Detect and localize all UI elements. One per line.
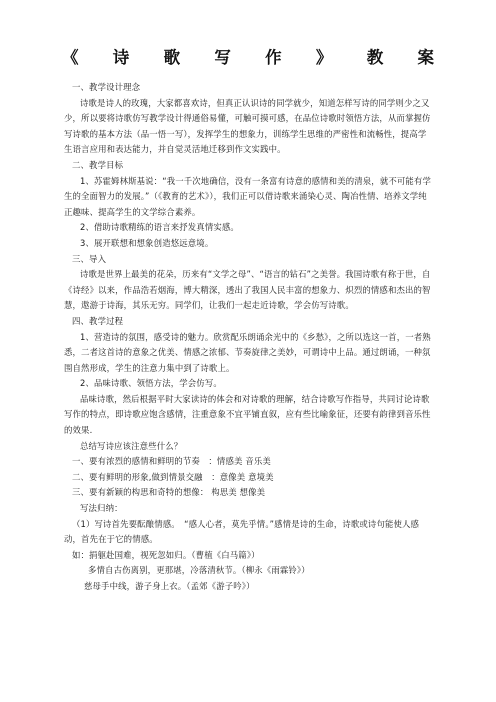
paragraph: 总结写诗应该注意些什么？ — [80, 440, 183, 451]
paragraph: 品味诗歌，然后根据平时大家读诗的体会和对诗歌的理解，结合诗歌写作指导，共同讨论诗歌写作的特点，即诗歌应饱含感情，注重意象不宜平铺直叙，应有些比喻象征，还要有韵律到音乐性的效果. — [64, 393, 431, 436]
title-char: 作 — [265, 48, 282, 67]
paragraph: 2、品味诗歌、领悟方法，学会仿写。 — [80, 378, 222, 389]
list-item: 二、要有鲜明的形象,做到情景交融 ：意像美 意境美 — [72, 471, 274, 482]
document-body — [64, 80, 434, 595]
title-char: 《 — [62, 48, 79, 67]
paragraph: 1、苏霍姆林斯基说：“我一千次地确信，没有一条富有诗意的感情和美的清泉，就不可能有学生的全面智力的发展。”（《教育的艺术》），我们正可以借诗歌来涌染心灵、陶冶性情、培养文学纯正趣味、提高学生的文学综合素养。 — [64, 175, 431, 217]
poem-example: 多情自古伤离别，更那堪，冷落清秋节。（柳永《雨霖铃》） — [88, 565, 310, 576]
title-char: 案 — [417, 48, 434, 67]
paragraph: 1、营造诗的氛围，感受诗的魅力。欣赏配乐朗诵余光中的《乡愁》，之所以选这一首，一者熟悉，二者这首诗的意象之优美、情感之浓郁、节奏旋律之美妙，可谓诗中上品。通过朗诵，一种氛围自然形成，学生的注意力集中到了诗歌上。 — [64, 331, 431, 373]
section-heading: 二、教学目标 — [72, 159, 124, 170]
document-title — [62, 44, 434, 68]
title-char: 写 — [214, 48, 231, 67]
paragraph: 诗歌是诗人的玫瑰，大家都喜欢诗，但真正认识诗的同学就少，知道怎样写诗的同学则少之又少，所以要将诗歌仿写教学设计得通俗易懂，可触可摸可感，在品位诗歌时领悟方法，从而掌握仿写诗歌的基本方法（品一悟一写），发挥学生的想象力，训练学生思维的严密性和流畅性，提高学生语言应用和表达能力，并自觉灵活地迁移到作文实践中。 — [64, 97, 431, 155]
title-char: 》 — [315, 48, 333, 67]
paragraph: （1）写诗首先要酝酿情感。 “感人心者，莫先乎情。”感情是诗的生命，诗歌或诗句能使人感动，首先在于它的情感。 — [64, 518, 420, 545]
paragraph: 诗歌是世界上最美的花朵，历来有“文学之母”、“语言的钻石”之美誉。我国诗歌有称于世，自《诗经》以来，作品浩若烟海，博大精深，透出了我国人民丰富的想象力、炽烈的情感和杰出的智慧，遨游于诗海，其乐无穷。同学们，让我们一起走近诗歌，学会仿写诗歌。 — [64, 269, 431, 311]
poem-example: 慈母手中线，游子身上衣。（孟郊《游子吟》） — [84, 581, 255, 591]
paragraph: 2、借助诗歌精练的语言来抒发真情实感。 — [80, 222, 239, 233]
list-item: 一、要有浓烈的感情和鲜明的节奏 ：情感美 音乐美 — [72, 456, 271, 467]
list-item: 三、要有新颖的构思和奇特的想像： 构思美 想像美 — [72, 487, 266, 498]
section-heading: 一、教学设计理念 — [72, 82, 141, 92]
poem-example: 如：捐躯赴国难，视死忽如归。（曹植《白马篇》） — [72, 549, 260, 560]
paragraph: 3、展开联想和想象创造悠远意境。 — [80, 237, 214, 248]
title-char: 诗 — [112, 48, 130, 67]
section-heading: 四、教学过程 — [72, 315, 124, 326]
title-char: 歌 — [163, 48, 181, 67]
section-heading: 三、导入 — [72, 253, 107, 264]
paragraph: 写法归纳： — [80, 503, 123, 514]
title-char: 教 — [366, 48, 384, 67]
